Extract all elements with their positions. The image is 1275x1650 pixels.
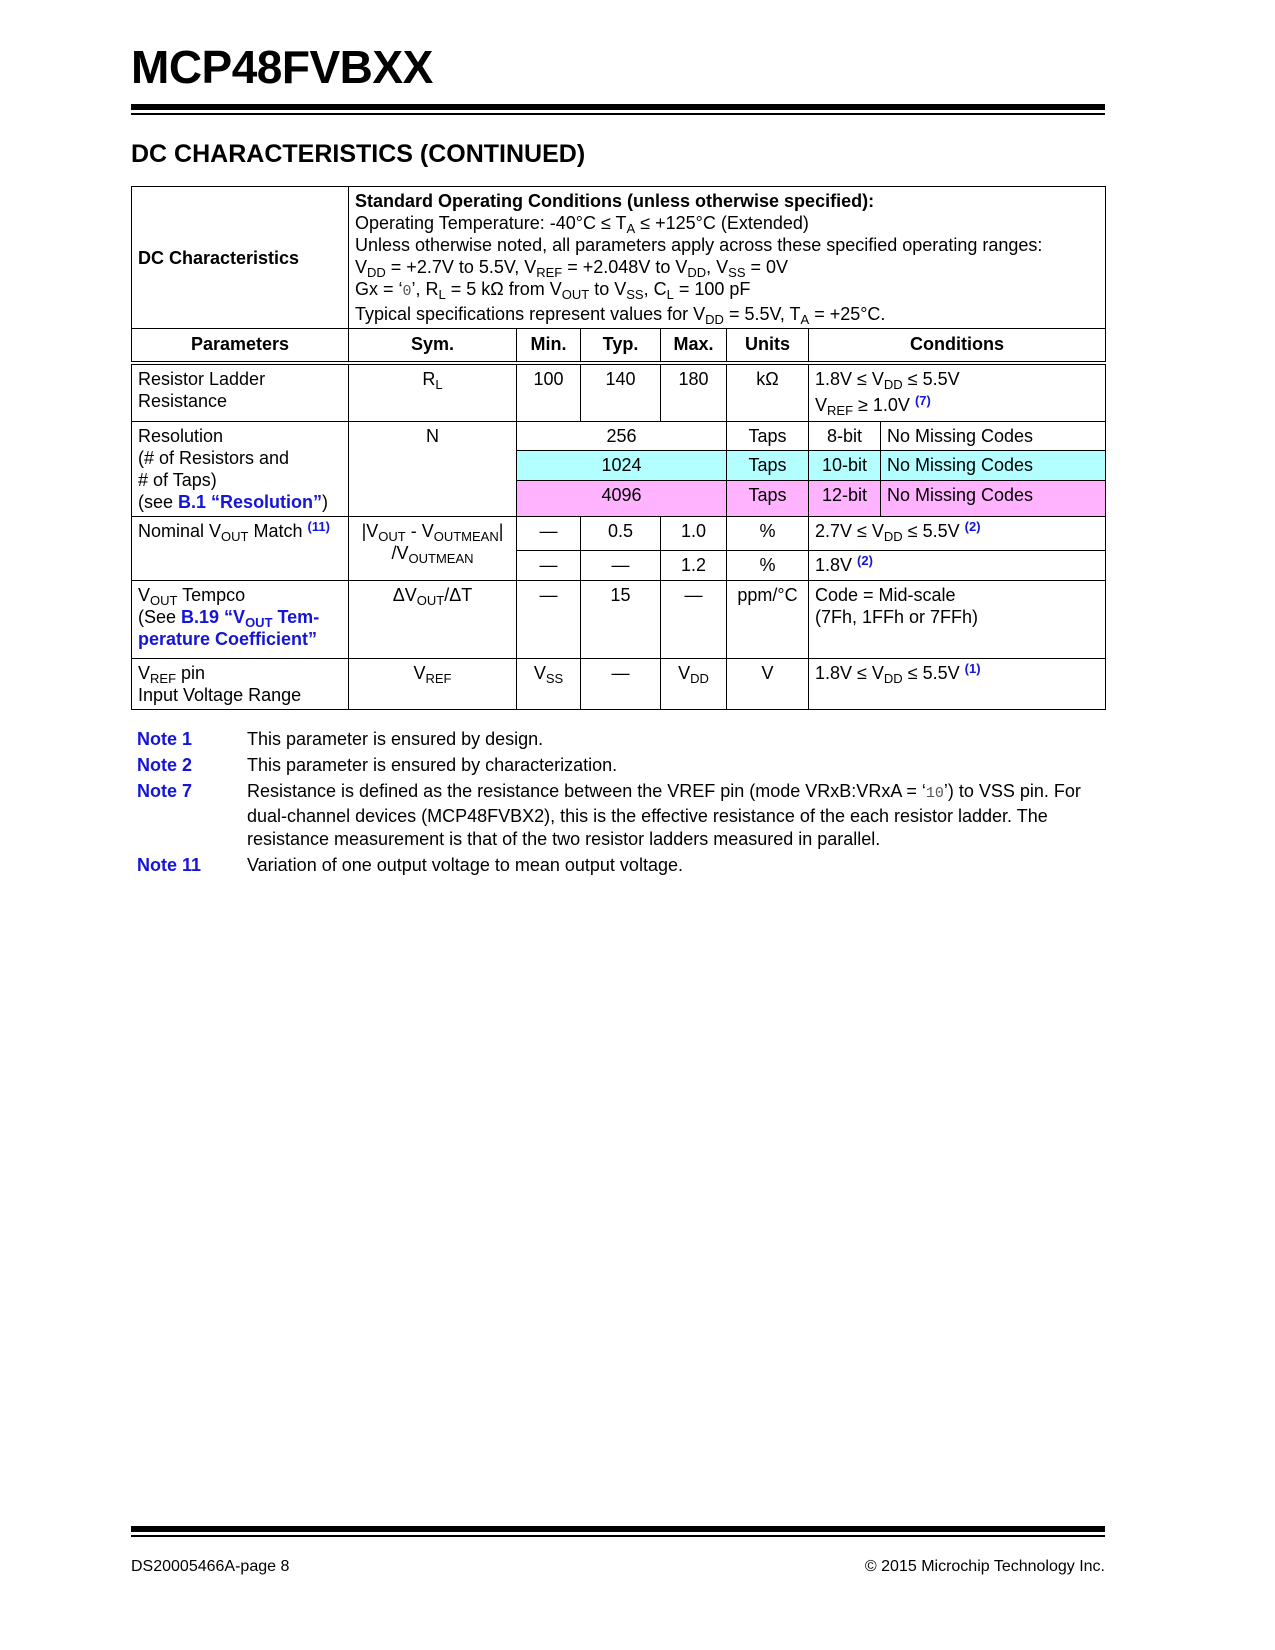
typ-vout-match-2: — <box>581 550 661 580</box>
resolution-value-256: 256 <box>517 421 727 451</box>
units-vout-match-2: % <box>727 550 809 580</box>
table-row-resolution-8bit <box>132 421 1106 451</box>
units-vout-match-1: % <box>727 516 809 550</box>
min-vref: $V_{SS}$ <box>517 658 581 709</box>
soc-title: Standard Operating Conditions (unless otherwise specified): <box>355 191 875 211</box>
typ-vref: — <box>581 658 661 709</box>
typ-vout-match-1: 0.5 <box>581 516 661 550</box>
footer-copyright: © 2015 Microchip Technology Inc. <box>864 1558 1105 1575</box>
footer-rule-thin <box>131 1535 1105 1537</box>
table-row-resistor-ladder <box>132 363 1106 421</box>
standard-operating-conditions <box>349 187 1106 329</box>
soc-voltage-ranges: $V_{DD} = +2.7V$ to 5.5V, $V_{REF} = +2.048V$ to $V_{DD}$, $V_{SS} = 0V$ <box>355 257 789 280</box>
note-text: Variation of one output voltage to mean output voltage. <box>247 855 683 875</box>
resolution-units-1024: Taps <box>727 451 809 481</box>
dc-characteristics-table <box>131 186 1106 710</box>
param-resolution: Resolution (# of Resistors and # of Taps) (see B.1 “Resolution”) <box>132 421 349 516</box>
units-rl: kΩ <box>727 363 809 421</box>
typ-vout-tempco: 15 <box>581 580 661 658</box>
min-vout-match-1: — <box>517 516 581 550</box>
cond-rl: $1.8V \le V_{DD} \le 5.5V$ $V_{REF} \ge 1.0V$ $^{(7)}$ <box>809 363 1106 421</box>
max-rl: 180 <box>661 363 727 421</box>
resolution-bits-8: 8-bit <box>809 421 881 451</box>
link-resolution[interactable]: B.1 “Resolution” <box>178 491 323 512</box>
min-rl: 100 <box>517 363 581 421</box>
table-row-vout-match-1 <box>132 516 1106 550</box>
soc-typical-specs: Typical specifications represent values for $V_{DD} = 5.5V$, $T_A = +25^\circ C$. <box>355 304 886 327</box>
header-rule-thin <box>131 113 1105 115</box>
link-vout-tempco[interactable]: B.19 “$V_{OUT}$ Tem- <box>181 606 320 630</box>
section-title: DC CHARACTERISTICS (CONTINUED) <box>131 140 586 168</box>
cond-vref: $1.8V \le V_{DD} \le 5.5V$ $^{(1)}$ <box>809 658 1106 709</box>
header-sym: Sym. <box>349 329 517 364</box>
cond-vout-tempco: Code = Mid-scale (7Fh, 1FFh or 7FFh) <box>809 580 1106 658</box>
header-units: Units <box>727 329 809 364</box>
min-vout-match-2: — <box>517 550 581 580</box>
footer-rule-thick <box>131 1526 1105 1532</box>
min-vout-tempco: — <box>517 580 581 658</box>
cond-vout-match-1: $2.7V \le V_{DD} \le 5.5V$ $^{(2)}$ <box>809 516 1106 550</box>
note-label: Note 7 <box>137 781 193 801</box>
header-rule-thick <box>131 104 1105 110</box>
resolution-cond-12: No Missing Codes <box>881 480 1106 516</box>
note-2 <box>137 754 1097 777</box>
resolution-bits-10: 10-bit <box>809 451 881 481</box>
resolution-cond-10: No Missing Codes <box>881 451 1106 481</box>
sym-rl: $R_L$ <box>349 363 517 421</box>
note-label: Note 1 <box>137 729 193 749</box>
sym-vout-tempco: $\Delta V_{OUT}/\Delta T$ <box>349 580 517 658</box>
header-min: Min. <box>517 329 581 364</box>
soc-load-conditions: Gx = ‘0’, $R_L = 5$ kΩ from $V_{OUT}$ to $V_{SS}$, $C_L = 100$ pF <box>355 279 751 302</box>
resolution-bits-12: 12-bit <box>809 480 881 516</box>
param-vout-tempco: $V_{OUT}$ Tempco (See B.19 “$V_{OUT}$ Tem- perature Coefficient” <box>132 580 349 658</box>
header-typ: Typ. <box>581 329 661 364</box>
note-11 <box>137 854 1097 877</box>
conditions-header-row <box>132 187 1106 329</box>
dc-characteristics-label: DC Characteristics <box>132 187 349 329</box>
cond-vout-match-2: 1.8V $^{(2)}$ <box>809 550 1106 580</box>
param-resistor-ladder: Resistor Ladder Resistance <box>132 363 349 421</box>
max-vout-tempco: — <box>661 580 727 658</box>
resolution-units-4096: Taps <box>727 480 809 516</box>
resolution-value-1024: 1024 <box>517 451 727 481</box>
max-vout-match-1: 1.0 <box>661 516 727 550</box>
sym-n: N <box>349 421 517 516</box>
link-vout-tempco-cont[interactable]: perature Coefficient” <box>138 628 318 649</box>
header-max: Max. <box>661 329 727 364</box>
note-text: This parameter is ensured by design. <box>247 729 544 749</box>
table-row-vout-tempco <box>132 580 1106 658</box>
footer-page-id: DS20005466A-page 8 <box>131 1558 290 1575</box>
note-label: Note 2 <box>137 755 193 775</box>
resolution-value-4096: 4096 <box>517 480 727 516</box>
units-vout-tempco: ppm/°C <box>727 580 809 658</box>
column-headers <box>132 329 1106 364</box>
sym-vout-match: $|V_{OUT} - V_{OUTMEAN}|$ $/V_{OUTMEAN}$ <box>349 516 517 580</box>
soc-operating-temperature: Operating Temperature: $-40^\circ C \le T_A \le +125^\circ C$ (Extended) <box>355 213 809 236</box>
header-parameters: Parameters <box>132 329 349 364</box>
resolution-cond-8: No Missing Codes <box>881 421 1106 451</box>
resolution-units-256: Taps <box>727 421 809 451</box>
note-text: This parameter is ensured by characterization. <box>247 755 618 775</box>
note-7 <box>137 780 1097 851</box>
max-vout-match-2: 1.2 <box>661 550 727 580</box>
param-vout-match: Nominal $V_{OUT}$ Match $^{(11)}$ <box>132 516 349 580</box>
units-vref: V <box>727 658 809 709</box>
soc-note: Unless otherwise noted, all parameters apply across these specified operating ranges: <box>355 235 1043 255</box>
table-notes <box>137 728 1097 880</box>
note-1 <box>137 728 1097 751</box>
header-conditions: Conditions <box>809 329 1106 364</box>
max-vref: $V_{DD}$ <box>661 658 727 709</box>
table-row-vref-pin <box>132 658 1106 709</box>
note-label: Note 11 <box>137 855 202 875</box>
document-title: MCP48FVBXX <box>131 41 433 93</box>
typ-rl: 140 <box>581 363 661 421</box>
note-text: Resistance is defined as the resistance between the VREF pin (mode VRxB:VRxA = ‘10’) to VSS pin. For dual-channel devices (MCP48FVBX2), this is the effective resistance of the each resistor ladder. The resistance measurement is that of the two resistor ladders measured in parallel. <box>247 781 1081 849</box>
param-vref-pin: $V_{REF}$ pin Input Voltage Range <box>132 658 349 709</box>
sym-vref: $V_{REF}$ <box>349 658 517 709</box>
